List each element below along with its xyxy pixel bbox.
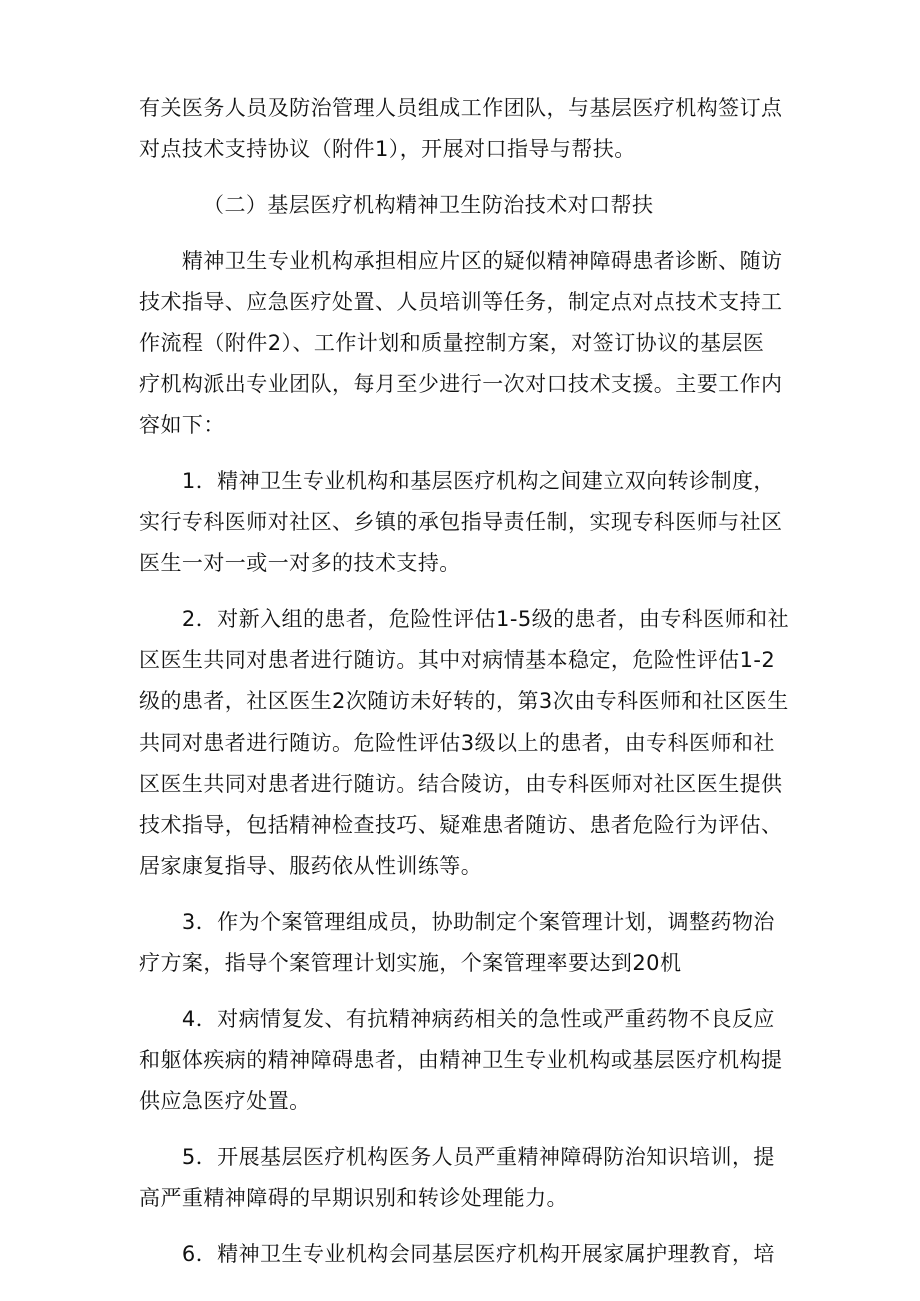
list-item-1 — [139, 461, 791, 585]
paragraph-intro-continuation — [139, 88, 791, 170]
text-line: 2．对新入组的患者，危险性评估1-5级的患者，由专科医师和社 — [139, 607, 790, 632]
text-line: 容如下： — [139, 413, 225, 438]
text-line: 6．精神卫生专业机构会同基层医疗机构开展家属护理教育，培 — [139, 1241, 775, 1266]
paragraph-overview — [139, 241, 791, 447]
text-line: 供应急医疗处置。 — [139, 1089, 311, 1114]
paragraph-spacer — [139, 447, 791, 462]
text-line: 区医生共同对患者进行随访。其中对病情基本稳定，危险性评估1-2 — [139, 648, 776, 673]
text-line: 有关医务人员及防治管理人员组成工作团队，与基层医疗机构签订点 — [139, 96, 783, 120]
list-item-4 — [139, 999, 791, 1123]
text-line: 和躯体疾病的精神障碍患者，由精神卫生专业机构或基层医疗机构提 — [139, 1047, 783, 1072]
section-heading-text: （二）基层医疗机构精神卫生防治技术对口帮扶 — [203, 192, 654, 217]
text-line: 对点技术支持协议（附件1），开展对口指导与帮扶。 — [139, 137, 636, 162]
paragraph-spacer — [139, 1219, 791, 1234]
text-line: 疗方案，指导个案管理计划实施，个案管理率要达到20机 — [139, 951, 682, 976]
text-line: 疗机构派出专业团队，每月至少进行一次对口技术支援。主要工作内 — [139, 372, 783, 397]
text-line: 共同对患者进行随访。危险性评估3级以上的患者，由专科医师和社 — [139, 730, 775, 755]
text-line: 高严重精神障碍的早期识别和转诊处理能力。 — [139, 1186, 568, 1210]
paragraph-spacer — [139, 585, 791, 600]
paragraph-spacer — [139, 887, 791, 902]
list-item-5 — [139, 1137, 791, 1219]
list-item-6 — [139, 1234, 791, 1275]
text-line: 医生一对一或一对多的技术支持。 — [139, 551, 461, 576]
text-line: 1．精神卫生专业机构和基层医疗机构之间建立双向转诊制度， — [139, 469, 775, 493]
list-item-3 — [139, 902, 791, 984]
text-line: 级的患者，社区医生2次随访未好转的，第3次由专科医师和社区医生 — [139, 689, 789, 714]
text-line: 技术指导、应急医疗处置、人员培训等任务，制定点对点技术支持工 — [139, 289, 783, 314]
text-line: 作流程（附件2）、工作计划和质量控制方案，对签订协议的基层医 — [139, 330, 765, 355]
paragraph-spacer — [139, 984, 791, 999]
text-line: 3．作为个案管理组成员，协助制定个案管理计划，调整药物治 — [139, 909, 775, 934]
paragraph-spacer — [139, 170, 791, 185]
paragraph-spacer — [139, 1122, 791, 1137]
paragraph-spacer — [139, 226, 791, 241]
text-line: 精神卫生专业机构承担相应片区的疑似精神障碍患者诊断、随访 — [139, 248, 783, 273]
text-line: 技术指导，包括精神检查技巧、疑难患者随访、患者危险行为评估、 — [139, 813, 783, 837]
text-line: 4．对病情复发、有抗精神病药相关的急性或严重药物不良反应 — [139, 1006, 775, 1031]
section-heading-2 — [139, 185, 791, 226]
list-item-2 — [139, 599, 791, 887]
text-line: 实行专科医师对社区、乡镇的承包指导责任制，实现专科医师与社区 — [139, 510, 783, 535]
text-line: 区医生共同对患者进行随访。结合陵访，由专科医师对社区医生提供 — [139, 771, 783, 796]
document-page — [139, 88, 791, 1275]
text-line: 居家康复指导、服药依从性训练等。 — [139, 854, 483, 879]
text-line: 5．开展基层医疗机构医务人员严重精神障碍防治知识培训，提 — [139, 1144, 775, 1169]
